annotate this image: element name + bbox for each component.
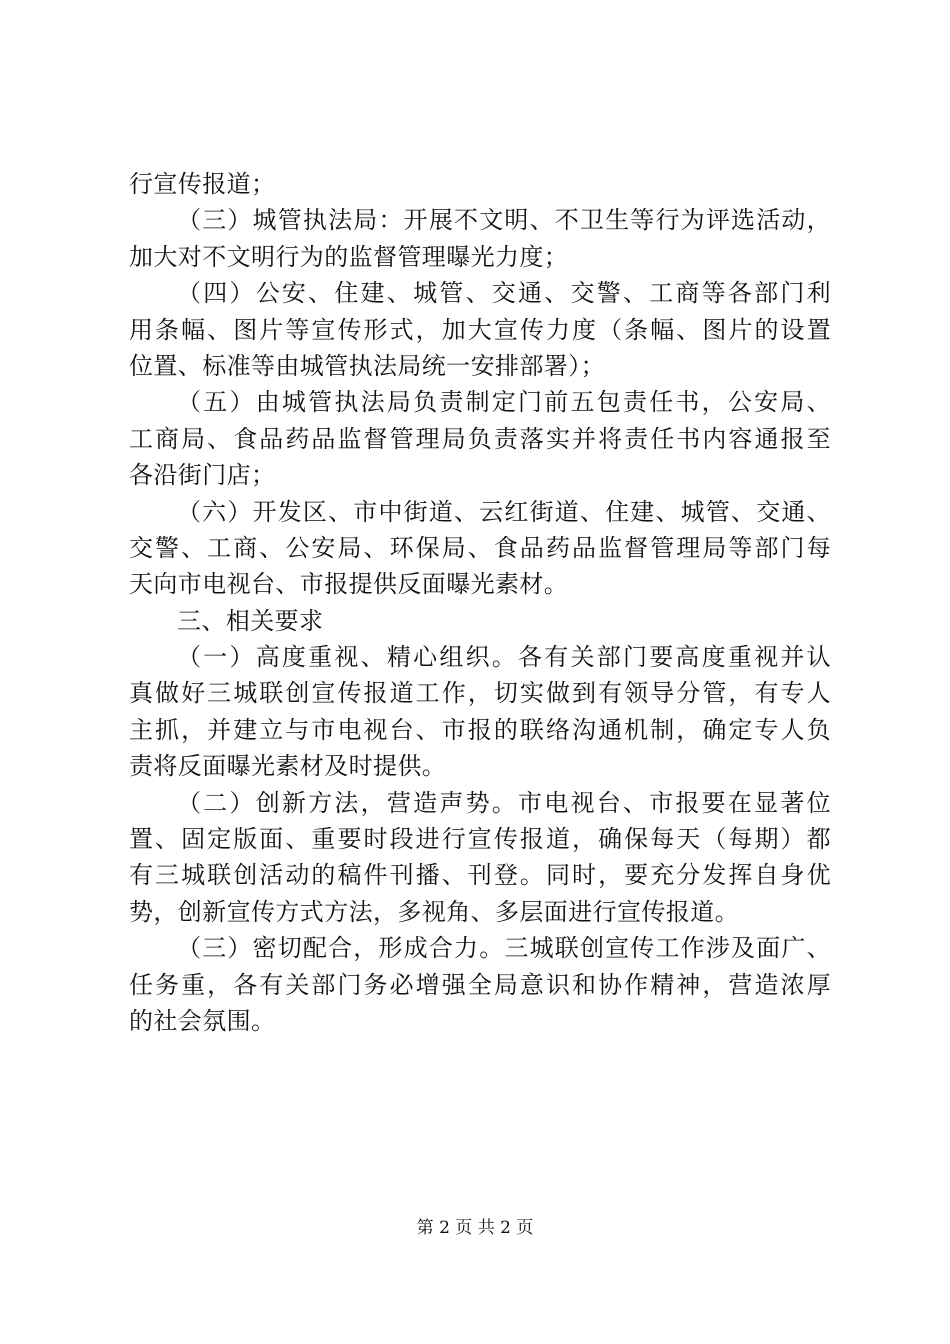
text-line: （四）公安、住建、城管、交通、交警、工商等各部门利 — [177, 279, 831, 308]
text-line: （五）由城管执法局负责制定门前五包责任书，公安局、 — [177, 388, 831, 417]
text-line: （三）城管执法局：开展不文明、不卫生等行为评选活动， — [177, 206, 831, 235]
text-line: 位置、标准等由城管执法局统一安排部署）； — [129, 351, 605, 380]
text-line: 置、固定版面、重要时段进行宣传报道，确保每天（每期）都 — [129, 825, 831, 854]
text-line: （六）开发区、市中街道、云红街道、住建、城管、交通、 — [177, 497, 831, 526]
text-line: 工商局、食品药品监督管理局负责落实并将责任书内容通报至 — [129, 424, 831, 453]
text-line: （三）密切配合，形成合力。三城联创宣传工作涉及面广、 — [177, 934, 831, 963]
page-indicator: 第 2 页 共 2 页 — [416, 1218, 534, 1238]
text-line: 三、相关要求 — [177, 606, 324, 635]
text-line: 的社会氛围。 — [129, 1006, 276, 1035]
text-line: 真做好三城联创宣传报道工作，切实做到有领导分管，有专人 — [129, 679, 831, 708]
text-line: （一）高度重视、精心组织。各有关部门要高度重视并认 — [177, 643, 831, 672]
text-line: 交警、工商、公安局、环保局、食品药品监督管理局等部门每 — [129, 533, 831, 562]
text-line: 主抓，并建立与市电视台、市报的联络沟通机制，确定专人负 — [129, 715, 831, 744]
page-footer — [0, 1213, 950, 1238]
document-body — [129, 166, 831, 1039]
text-line: 天向市电视台、市报提供反面曝光素材。 — [129, 570, 569, 599]
text-line: 加大对不文明行为的监督管理曝光力度； — [129, 242, 569, 271]
text-line: 责将反面曝光素材及时提供。 — [129, 752, 447, 781]
text-line: 任务重，各有关部门务必增强全局意识和协作精神，营造浓厚 — [129, 970, 831, 999]
text-line: 行宣传报道； — [129, 170, 276, 198]
text-line: （二）创新方法，营造声势。市电视台、市报要在显著位 — [177, 788, 831, 817]
text-line: 各沿街门店； — [129, 461, 276, 490]
text-line: 有三城联创活动的稿件刊播、刊登。同时，要充分发挥自身优 — [129, 861, 831, 890]
text-line: 势，创新宣传方式方法，多视角、多层面进行宣传报道。 — [129, 897, 739, 926]
text-line: 用条幅、图片等宣传形式，加大宣传力度（条幅、图片的设置 — [129, 315, 831, 344]
